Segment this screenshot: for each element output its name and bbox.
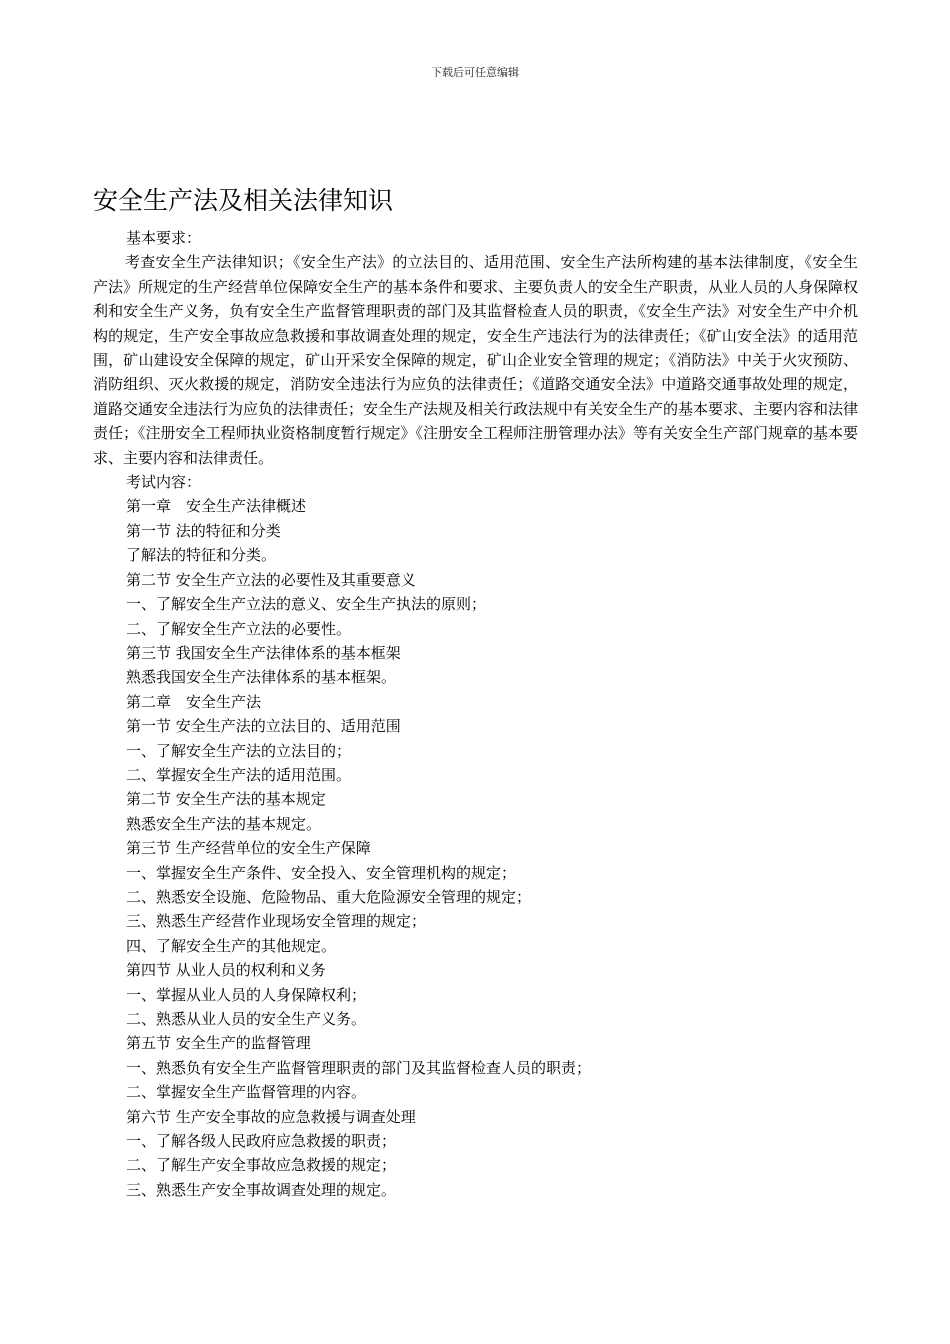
outline-line: 二、掌握安全生产法的适用范围。 [126, 765, 352, 784]
outline-line: 第六节 生产安全事故的应急救援与调查处理 [126, 1107, 416, 1126]
outline-line: 第二节 安全生产立法的必要性及其重要意义 [126, 570, 416, 589]
outline-line: 第二章 安全生产法 [126, 692, 262, 711]
outline-line: 第二节 安全生产法的基本规定 [126, 790, 326, 809]
outline-line: 二、了解生产安全事故应急救援的规定； [126, 1156, 397, 1175]
basic-requirements-paragraph: 考查安全生产法律知识；《安全生产法》的立法目的、适用范围、安全生产法所构建的基本法律制度，《安全生产法》所规定的生产经营单位保障安全生产的基本条件和要求、主要负责人的安全生产职责，从业人员的人身保障权利和安全生产义务，负有安全生产监督管理职责的部门及其监督检查人员的职责，《安全生产法》对安全生产中介机构的规定，生产安全事故应急救援和事故调查处理的规定，安全生产违法行为的法律责任；《矿山安全法》的适用范围，矿山建设安全保障的规定，矿山开采安全保障的规定，矿山企业安全管理的规定；《消防法》中关于火灾预防、消防组织、灭火救援的规定，消防安全违法行为应负的法律责任；《道路交通安全法》中道路交通事故处理的规定，道路交通安全违法行为应负的法律责任；安全生产法规及相关行政法规中有关安全生产的基本要求、主要内容和法律责任；《注册安全工程师执业资格制度暂行规定》《注册安全工程师注册管理办法》等有关安全生产部门规章的基本要求、主要内容和法律责任。 [93, 253, 859, 467]
exam-content-label: 考试内容： [126, 473, 202, 492]
outline-line: 第三节 生产经营单位的安全生产保障 [126, 839, 371, 858]
outline-line: 二、了解安全生产立法的必要性。 [126, 619, 352, 638]
basic-requirements-label: 基本要求： [126, 229, 202, 247]
outline-line: 熟悉安全生产法的基本规定。 [126, 814, 322, 833]
outline-line: 第一章 安全生产法律概述 [126, 497, 307, 516]
header-note: 下载后可任意编辑 [431, 66, 519, 79]
document-title: 安全生产法及相关法律知识 [93, 186, 394, 215]
outline-line: 第三节 我国安全生产法律体系的基本框架 [126, 643, 401, 662]
outline-line: 第一节 法的特征和分类 [126, 521, 281, 540]
outline-line: 一、掌握从业人员的人身保障权利； [126, 985, 367, 1004]
outline-line: 了解法的特征和分类。 [126, 546, 277, 565]
outline-line: 一、掌握安全生产条件、安全投入、安全管理机构的规定； [126, 863, 517, 882]
outline-line: 一、了解安全生产立法的意义、安全生产执法的原则； [126, 595, 487, 614]
outline-line: 第四节 从业人员的权利和义务 [126, 961, 326, 980]
outline-line: 三、熟悉生产安全事故调查处理的规定。 [126, 1180, 397, 1199]
document-body [93, 184, 858, 1202]
outline-line: 二、掌握安全生产监督管理的内容。 [126, 1083, 367, 1102]
outline-line: 一、了解安全生产法的立法目的； [126, 741, 352, 760]
exam-outline [93, 494, 858, 1202]
outline-line: 一、了解各级人民政府应急救援的职责； [126, 1132, 397, 1151]
outline-line: 二、熟悉安全设施、危险物品、重大危险源安全管理的规定； [126, 887, 532, 906]
outline-line: 二、熟悉从业人员的安全生产义务。 [126, 1010, 367, 1028]
outline-line: 一、熟悉负有安全生产监督管理职责的部门及其监督检查人员的职责； [126, 1058, 592, 1077]
outline-line: 三、熟悉生产经营作业现场安全管理的规定； [126, 912, 427, 931]
outline-line: 四、了解安全生产的其他规定。 [126, 936, 337, 955]
outline-line: 熟悉我国安全生产法律体系的基本框架。 [126, 668, 397, 687]
outline-line: 第五节 安全生产的监督管理 [126, 1034, 311, 1053]
outline-line: 第一节 安全生产法的立法目的、适用范围 [126, 717, 401, 736]
